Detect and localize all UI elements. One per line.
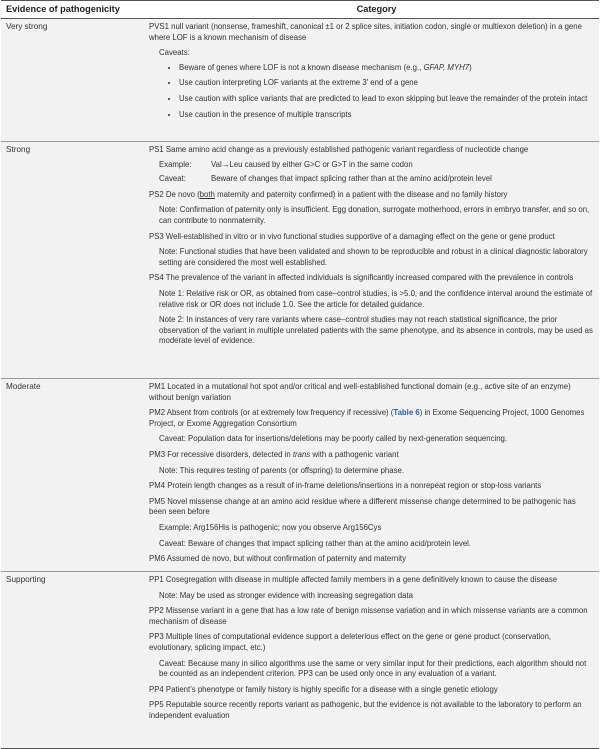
- pm3-note: Note: This requires testing of parents (or offspring) to determine phase.: [159, 465, 405, 475]
- group-label: Strong: [6, 145, 31, 154]
- criterion-pm5: PM5 Novel missense change at an amino acid residue where a different missense change determined to be pathogenic has been seen before: [149, 496, 576, 517]
- group-moderate: [1, 379, 599, 572]
- criterion-pp1: PP1 Cosegregation with disease in multiple affected family members in a gene definitively known to cause the disease: [149, 575, 558, 584]
- caveat-item: • Use caution interpreting LOF variants at the extreme 3′ end of a gene: [179, 76, 599, 92]
- ps2-note: Note: Confirmation of paternity only is insufficient. Egg donation, surrogate motherhood, errors in embryo transfer, and so on, can contribute to nonmaternity.: [159, 205, 590, 225]
- criterion-ps4: PS4 The prevalence of the variant in affected individuals is significantly increased compared with the prevalence in controls: [149, 273, 574, 283]
- criterion-pp3: PP3 Multiple lines of computational evidence support a deleterious effect on the gene or gene product (conservation, evolutionary, splicing impact, etc.): [149, 632, 552, 652]
- criterion-pp5: PP5 Reputable source recently reports variant as pathogenic, but the evidence is not available to the laboratory to perform an independent evaluation: [149, 700, 582, 720]
- group-label: Supporting: [6, 575, 46, 584]
- pm2-caveat: Caveat: Population data for insertions/deletions may be poorly called by next-generation sequencing.: [159, 434, 508, 444]
- caveat-item: • Use caution with splice variants that are predicted to lead to exon skipping but leave the remainder of the protein intact: [179, 92, 599, 108]
- pp1-note: Note: May be used as stronger evidence with increasing segregation data: [159, 590, 413, 600]
- pp3-caveat: Caveat: Because many in silico algorithms use the same or very similar input for their predictions, each algorithm should not be counted as an independent criterion. PP3 can be used only once in any evaluation of a variant.: [159, 658, 587, 679]
- pm5-caveat: Caveat: Beware of changes that impact splicing rather than at the amino acid/protein level.: [159, 538, 472, 548]
- criterion-pm4: PM4 Protein length changes as a result of in-frame deletions/insertions in a nonrepeat region or stop-loss variants: [149, 481, 542, 491]
- criterion-ps3: PS3 Well-established in vitro or in vivo functional studies supportive of a damaging effect on the gene or gene product: [149, 231, 555, 241]
- caveat-list: [149, 61, 599, 123]
- header-evidence: Evidence of pathogenicity: [6, 4, 120, 14]
- criterion-pm1: PM1 Located in a mutational hot spot and/or critical and well-established functional domain (e.g., active site of an enzyme) without benign variation: [149, 382, 571, 402]
- criterion-pm6: PM6 Assumed de novo, but without confirmation of paternity and maternity: [149, 554, 407, 564]
- group-label: Moderate: [6, 382, 41, 391]
- group-body: [149, 572, 599, 748]
- header-category: Category: [356, 4, 397, 14]
- caveat-item: • Use caution in the presence of multiple transcripts: [179, 108, 599, 124]
- caveat-item: • Beware of genes where LOF is not a known disease mechanism (e.g., GFAP, MYH7): [179, 61, 599, 77]
- group-body: [149, 142, 599, 378]
- criterion-ps1: PS1 Same amino acid change as a previously established pathogenic variant regardless of nucleotide change: [149, 145, 529, 154]
- criterion-ps2: PS2 De novo (both maternity and paternity confirmed) in a patient with the disease and no family history: [149, 189, 508, 199]
- group-supporting: [1, 572, 599, 749]
- caveats-title: Caveats:: [159, 48, 190, 58]
- ps4-note1: Note 1: Relative risk or OR, as obtained from case–control studies, is >5.0, and the confidence interval around the estimate of relative risk or OR does not include 1.0. See the article for detailed guidance.: [159, 288, 593, 309]
- criterion-pvs1: PVS1 null variant (nonsense, frameshift, canonical ±1 or 2 splice sites, initiation codon, single or multiexon deletion) in a gene where LOF is a known mechanism of disease: [149, 22, 582, 42]
- criterion-pp4: PP4 Patient’s phenotype or family history is highly specific for a disease with a single genetic etiology: [149, 684, 498, 694]
- group-body: [149, 379, 599, 571]
- ps3-note: Note: Functional studies that have been validated and shown to be reproducible and robust in a clinical diagnostic laboratory setting are considered the most well established.: [159, 247, 588, 267]
- group-label: Very strong: [6, 22, 48, 31]
- criterion-pm3: PM3 For recessive disorders, detected in trans with a pathogenic variant: [149, 449, 399, 459]
- ps1-example: Example: Val→Leu caused by either G>C or G>T in the same codon: [159, 159, 413, 169]
- ps4-note2: Note 2: In instances of very rare variants where case–control studies may not reach statistical significance, the prior observation of the variant in multiple unrelated patients with the same phenotype, and its absence in controls, may be used as moderate level of evidence.: [159, 315, 593, 346]
- table-header: [1, 0, 599, 19]
- group-strong: [1, 142, 599, 379]
- criterion-pp2: PP2 Missense variant in a gene that has a low rate of benign missense variation and in which missense variants are a common mechanism of disease: [149, 606, 588, 626]
- group-body: [149, 19, 599, 141]
- evidence-table: [1, 0, 599, 749]
- group-very-strong: [1, 19, 599, 142]
- pm5-example: Example: Arg156His is pathogenic; now you observe Arg156Cys: [159, 522, 382, 532]
- ps1-caveat: Caveat: Beware of changes that impact splicing rather than at the amino acid/protein level: [159, 174, 492, 184]
- table-6-link[interactable]: Table 6: [393, 408, 420, 418]
- criterion-pm2: PM2 Absent from controls (or at extremely low frequency if recessive) (Table 6) in Exome Sequencing Project, 1000 Genomes Project, or Exome Aggregation Consortium: [149, 408, 585, 428]
